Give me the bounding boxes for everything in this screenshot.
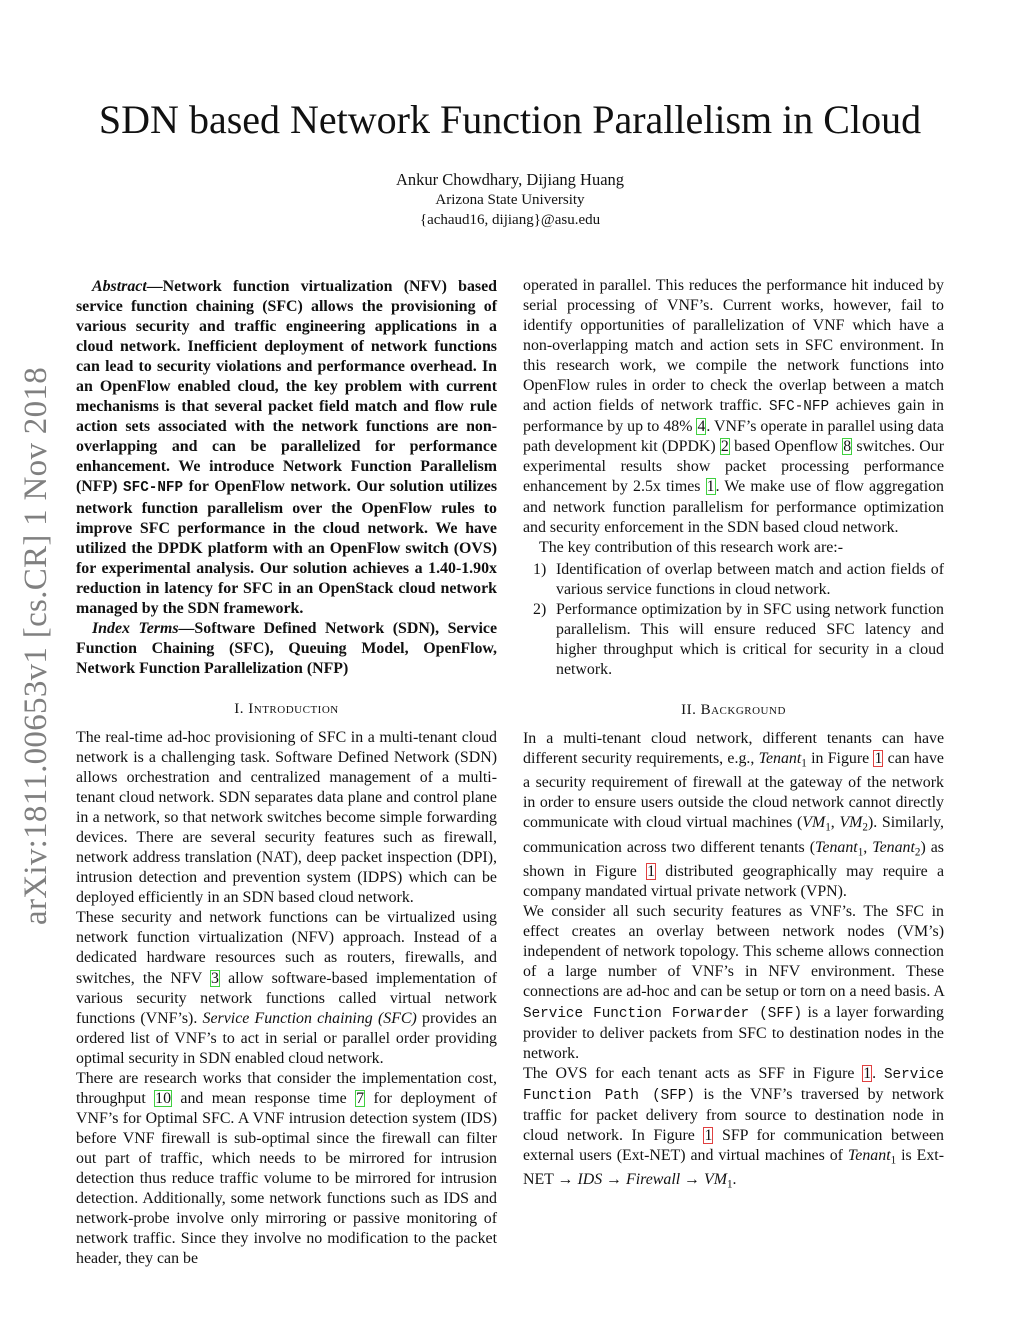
author-names: Ankur Chowdhary, Dijiang Huang bbox=[395, 170, 625, 189]
text-run: switches. Our experimental results show packet processing performance enhancement by 2.5x times bbox=[523, 438, 944, 496]
text-run: distributed geographically may require a company mandated virtual private network (VPN). bbox=[523, 863, 944, 901]
text-run: —Network function virtualization (NFV) based service function chaining (SFC) allows the provisioning of various security and traffic engineering applications in a cloud network. Inefficient deployment of network functions can lead to security violations and performance overhead. In an OpenFlow enabled cloud, the key problem with current mechanisms is that several packet field match and flow rule action sets associated with the network functions are non-overlapping and can be parallelized for performance enhancement. We introduce Network Function Parallelism (NFP) bbox=[76, 278, 497, 496]
math-term: IDS bbox=[577, 1171, 603, 1189]
list-text: Performance optimization by in SFC using network function parallelism. This will ensure reduced SFC latency and higher throughput which is critical for security in a cloud network. bbox=[556, 600, 944, 678]
paragraph bbox=[523, 902, 944, 1063]
math-term: Tenant bbox=[872, 838, 915, 856]
contribution-list bbox=[523, 560, 944, 680]
paragraph bbox=[76, 1069, 497, 1269]
math-term: Tenant bbox=[847, 1146, 891, 1164]
list-number: 1) bbox=[533, 560, 547, 578]
code-term: Service Function Path (SFP) bbox=[523, 1066, 945, 1104]
text-run: is a layer forwarding provider to deliver packets from SFC to destination nodes in the network. bbox=[523, 1003, 945, 1062]
math-term: 1 bbox=[801, 757, 807, 770]
math-term: 1 bbox=[726, 1178, 733, 1191]
list-number: 2) bbox=[533, 600, 547, 618]
text-run: and mean response time bbox=[172, 1089, 356, 1107]
paragraph bbox=[523, 729, 944, 902]
text-run: These security and network functions can be virtualized using network function virtualization (NFV) approach. Instead of a dedicated hardware resources such as routers, firewalls, and switches, the NFV bbox=[76, 909, 497, 987]
math-term: VM bbox=[839, 814, 863, 832]
citation-link[interactable]: 4 bbox=[697, 418, 706, 436]
text-run: ). Similarly, communication across two different tenants ( bbox=[523, 814, 944, 856]
text-run: II. Background bbox=[681, 701, 786, 718]
math-term: 2 bbox=[862, 821, 868, 834]
text-run: We consider all such security features as VNF’s. The SFC in effect creates an overlay between network nodes (VM’s) independent of network topology. This scheme allows connection of a large number of VNF’s in NFV environment. These connections are ad-hoc and can be setup or torn on a need basis. A bbox=[523, 903, 944, 1001]
figure-reference-link[interactable]: 1 bbox=[874, 749, 883, 767]
author-email: {achaud16, dijiang}@asu.edu bbox=[419, 212, 601, 228]
math-term: 1 bbox=[825, 821, 831, 834]
text-run: based Openflow bbox=[729, 438, 843, 456]
text-run: The key contribution of this research work are:- bbox=[539, 538, 844, 556]
math-term: 1 bbox=[857, 846, 864, 859]
section-heading bbox=[523, 702, 944, 719]
text-run: . bbox=[732, 1171, 737, 1189]
figure-reference-link[interactable]: 1 bbox=[704, 1126, 713, 1144]
text-run: . bbox=[872, 1064, 884, 1082]
text-run: , bbox=[863, 838, 873, 856]
text-run: for OpenFlow network. Our solution utilizes network function parallelism over the OpenFlow rules to improve SFC performance in the cloud network. We have utilized the DPDK platform with an OpenFlow switch (OVS) for experimental analysis. Our solution achieves a 1.40-1.90x reduction in latency for SFC in an OpenStack cloud network managed by the SDN framework. bbox=[76, 478, 497, 617]
citation-link[interactable]: 10 bbox=[155, 1089, 172, 1107]
paragraph bbox=[523, 276, 944, 538]
math-term: VM bbox=[802, 814, 826, 832]
code-term: SFC-NFP bbox=[768, 399, 830, 416]
paragraph bbox=[523, 538, 944, 558]
text-run: . We make use of flow aggregation and network function parallelism for performance optimization and security enforcement in the SDN based cloud network. bbox=[523, 478, 945, 536]
code-term: Service Function Forwarder (SFF) bbox=[523, 1005, 803, 1022]
list-text: Identification of overlap between match and action fields of various service functions in cloud network. bbox=[556, 560, 944, 598]
text-run: in Figure bbox=[806, 749, 874, 767]
text-run: allow software-based implementation of various security network functions called virtual network functions (VNF’s). bbox=[76, 969, 497, 1027]
text-run: The OVS for each tenant acts as SFF in Figure bbox=[523, 1064, 863, 1082]
math-term: 1 bbox=[890, 1154, 897, 1167]
text-run: SFP for communication between external users (Ext-NET) and virtual machines of bbox=[523, 1126, 944, 1164]
text-run: → bbox=[680, 1171, 705, 1189]
text-run: is the VNF’s traversed by network traffic for packet delivery from source to destination node in cloud network. In Figure bbox=[523, 1085, 944, 1144]
affiliation: Arizona State University bbox=[435, 192, 585, 208]
citation-link[interactable]: 8 bbox=[843, 438, 852, 456]
code-term: SFC-NFP bbox=[123, 480, 184, 497]
paragraph bbox=[76, 908, 497, 1068]
text-run: achieves gain in performance by up to 48% bbox=[523, 397, 944, 436]
text-run: → bbox=[602, 1171, 627, 1189]
paragraph bbox=[523, 1064, 944, 1195]
list-item bbox=[523, 560, 944, 600]
paragraph bbox=[76, 728, 497, 908]
math-term: 2 bbox=[914, 846, 921, 859]
text-run: . VNF’s operate in parallel using data path development kit (DPDK) bbox=[523, 418, 944, 456]
math-term: Tenant bbox=[758, 749, 802, 767]
abstract bbox=[76, 277, 497, 619]
figure-reference-link[interactable]: 1 bbox=[647, 863, 656, 881]
author-block bbox=[0, 170, 1020, 230]
math-term: Tenant bbox=[815, 838, 858, 856]
citation-link[interactable]: 1 bbox=[706, 478, 715, 496]
math-term: Firewall bbox=[626, 1171, 681, 1189]
text-run: In a multi-tenant cloud network, different tenants can have different security requirements, e.g., bbox=[523, 729, 944, 767]
text-run: I. Introduction bbox=[234, 700, 339, 717]
text-run: , bbox=[830, 814, 840, 832]
text-run: There are research works that consider the implementation cost, throughput bbox=[76, 1069, 497, 1107]
text-run: ) as shown in Figure bbox=[523, 838, 944, 881]
left-column bbox=[76, 277, 497, 1269]
citation-link[interactable]: 3 bbox=[211, 969, 219, 987]
math-term: VM bbox=[704, 1171, 727, 1189]
text-run: Service Function chaining (SFC) bbox=[202, 1009, 417, 1027]
text-run: Index Terms bbox=[92, 619, 179, 637]
text-run: The real-time ad-hoc provisioning of SFC in a multi-tenant cloud network is a challenging task. Software Defined Network (SDN) allows orchestration and centralized management of a multi-tenant cloud network. SDN separates data plane and control plane in a network, so that network switches become simple forwarding devices. There are several security features such as firewall, network address translation (NAT), deep packet inspection (DPI), intrusion detection and prevention system (IDPS) which can be deployed efficiently in an SDN based cloud network. bbox=[76, 728, 497, 907]
text-run: is Ext-NET → bbox=[523, 1146, 945, 1189]
text-run: operated in parallel. This reduces the performance hit induced by serial processing of VNF’s. Current works, however, fail to identify opportunities of parallelization of VNF which have a non-overlapping match and action sets in SFC environment. In this research work, we compile the network functions into OpenFlow rules in order to check the overlap between a match and action fields of network traffic. bbox=[523, 277, 944, 415]
index-terms bbox=[76, 619, 497, 679]
text-run: provides an ordered list of VNF’s to act in serial or parallel order providing optimal security in SDN enabled cloud network. bbox=[76, 1009, 497, 1067]
section-heading bbox=[76, 701, 497, 718]
citation-link[interactable]: 7 bbox=[356, 1089, 365, 1107]
text-run: for deployment of VNF’s for Optimal SFC. A VNF intrusion detection system (IDS) before VNF firewall is sub-optimal since the firewall can filter out part of traffic, which needs to be mirrored for intrusion detection thus reduce traffic volume to be mirrored for intrusion detection. Additionally, some network functions such as IDS and network-probe involve only mirroring or passive monitoring of network traffic. Since they involve no modification to the packet header, they can be bbox=[76, 1089, 497, 1268]
list-item bbox=[523, 600, 944, 680]
arxiv-identifier: arXiv:1811.00653v1 [cs.CR] 1 Nov 2018 bbox=[18, 366, 54, 925]
paper-title: SDN based Network Function Parallelism in Cloud bbox=[98, 97, 922, 142]
text-run: Abstract bbox=[92, 278, 147, 295]
text-run: can have a security requirement of firewall at the gateway of the network in order to ensure users outside the cloud network cannot directly communicate with cloud virtual machines ( bbox=[523, 749, 944, 832]
text-run: —Software Defined Network (SDN), Service Function Chaining (SFC), Queuing Model, OpenFlow, Network Function Parallelization (NFP) bbox=[76, 619, 497, 677]
figure-reference-link[interactable]: 1 bbox=[863, 1064, 872, 1082]
right-column bbox=[523, 276, 944, 1195]
citation-link[interactable]: 2 bbox=[720, 438, 729, 456]
